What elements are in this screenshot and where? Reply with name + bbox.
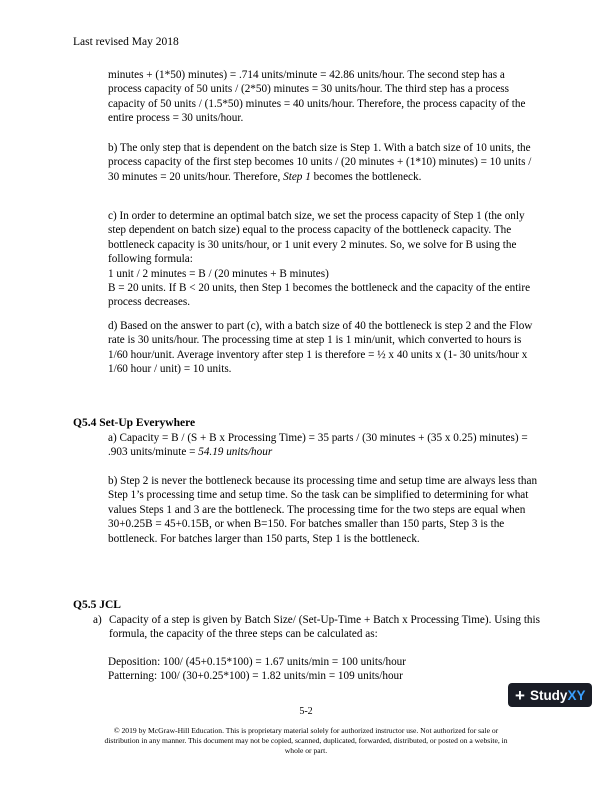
answer-b-text-end: becomes the bottleneck.	[310, 170, 422, 183]
answer-c-formula: 1 unit / 2 minutes = B / (20 minutes + B minutes)	[108, 267, 329, 280]
revision-header: Last revised May 2018	[73, 36, 179, 48]
answer-b-paragraph	[108, 141, 538, 184]
q54-answer-a	[108, 431, 538, 460]
studyxy-badge[interactable]	[508, 683, 592, 707]
plus-icon: +	[515, 685, 525, 705]
patterning-capacity: Patterning: 100/ (30+0.25*100) = 1.82 units/min = 109 units/hour	[108, 670, 403, 683]
answer-c-result: B = 20 units. If B < 20 units, then Step 1 becomes the bottleneck and the capacity of the entire process decreases.	[108, 282, 531, 309]
answer-b-text: b) The only step that is dependent on the batch size is Step 1. With a batch size of 10 units, the process capacity of the first step becomes 10 units / (20 minutes + (1*10) minutes) = 10 units / 30 minutes = 20 units/hour. Therefore,	[108, 142, 532, 183]
copyright-footer: © 2019 by McGraw-Hill Education. This is proprietary material solely for authorized instructor use. Not authorized for sale or distribution in any manner. This document may not be copied, scanned, duplicated, forwarded, distributed, or posted on a website, in whole or part.	[104, 726, 508, 756]
answer-c-paragraph	[108, 209, 538, 310]
studyxy-word-accent: XY	[567, 687, 586, 703]
answer-b-emphasis: Step 1	[283, 170, 311, 183]
answer-c-text: c) In order to determine an optimal batch size, we set the process capacity of Step 1 (the only step dependent on batch size) equal to the process capacity of the bottleneck capacity. The bottleneck capacity is 30 units/hour, or 1 unit every 2 minutes. So, we solve for B using the following formula:	[108, 210, 525, 266]
q55-answer-a-text: Capacity of a step is given by Batch Size/ (Set-Up-Time + Batch x Processing Time). Using this formula, the capacity of the three steps can be calculated as:	[109, 614, 540, 641]
q55-answer-a	[93, 613, 540, 642]
deposition-capacity: Deposition: 100/ (45+0.15*100) = 1.67 units/min = 100 units/hour	[108, 656, 406, 668]
q54-answer-a-result: 54.19 units/hour	[198, 446, 273, 459]
q54-answer-a-text: a) Capacity = B / (S + B x Processing Time) = 35 parts / (30 minutes + (35 x 0.25) minutes) = .903 units/minute =	[108, 432, 528, 459]
q54-answer-b: b) Step 2 is never the bottleneck because its processing time and setup time are always less than Step 1’s processing time and setup time. So the task can be simplified to determining for what values Steps 1 and 3 are the bottleneck. The processing time for the two steps are equal when 30+0.25B = 45+0.15B, or when B=150. For batches smaller than 150 parts, Step 3 is the bottleneck. For batches larger than 150 parts, Step 1 is the bottleneck.	[108, 475, 538, 545]
answer-a-continuation: minutes + (1*50) minutes) = .714 units/minute = 42.86 units/hour. The second step has a process capacity of 50 units / (2*50) minutes = 30 units/hour. The third step has a process capacity of 50 units / (1.5*50) minutes = 40 units/hour. Therefore, the process capacity of the entire process = 30 units/hour.	[108, 69, 526, 125]
q55-heading: Q5.5 JCL	[73, 599, 121, 611]
studyxy-wordmark	[530, 688, 586, 703]
q54-heading: Q5.4 Set-Up Everywhere	[73, 417, 196, 429]
studyxy-word-main: Study	[529, 687, 568, 703]
answer-d-paragraph: d) Based on the answer to part (c), with a batch size of 40 the bottleneck is step 2 and the Flow rate is 30 units/hour. The processing time at step 1 is 1 min/unit, which converted to hours is 1/60 hour/unit. Average inventory after step 1 is therefore = ½ x 40 units x (1- 30 units/hour x 1/60 hour / unit) = 10 units.	[108, 320, 533, 376]
page-number: 5-2	[299, 706, 313, 717]
q55-answer-a-marker: a)	[93, 614, 102, 626]
q55-capacity-list	[108, 655, 538, 684]
